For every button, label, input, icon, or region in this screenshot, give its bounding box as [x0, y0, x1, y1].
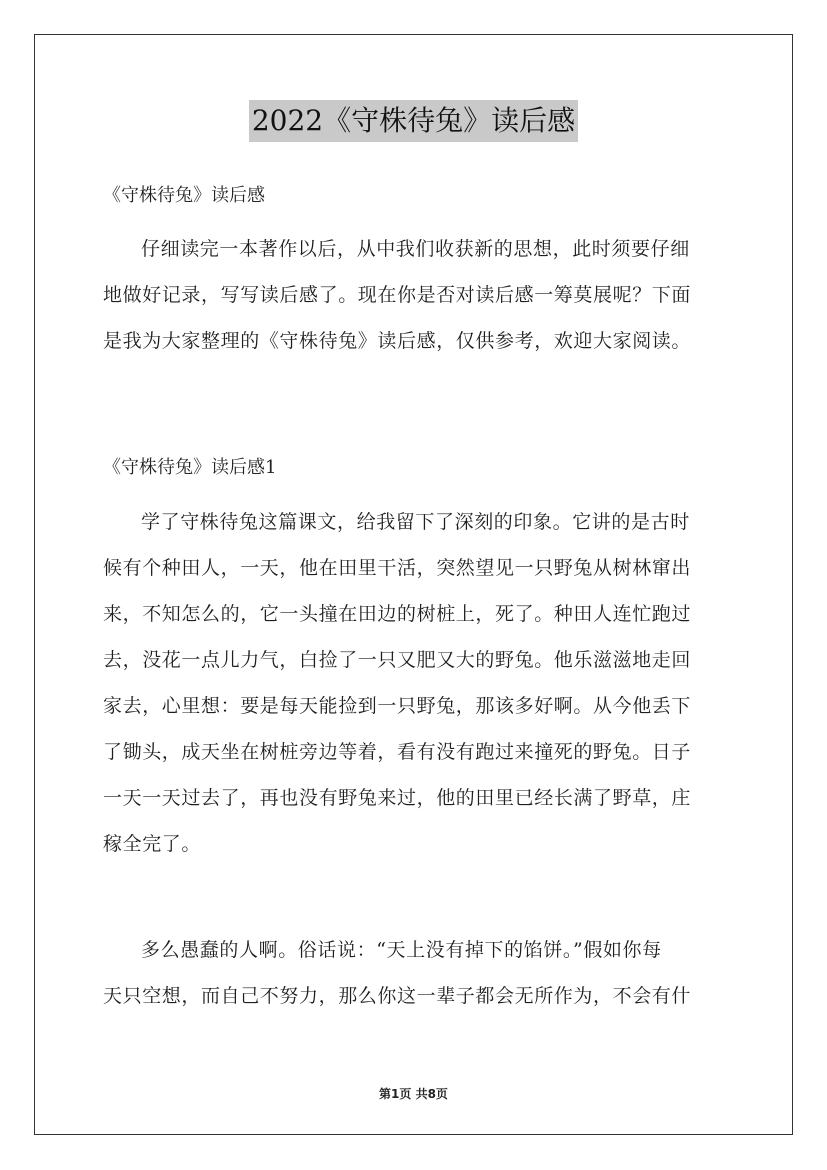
essay-line: 去，没花一点儿力气，白捡了一只又肥又大的野兔。他乐滋滋地走回	[103, 649, 692, 671]
essay-line: 稼全完了。	[103, 833, 202, 855]
intro-line: 地做好记录，写写读后感了。现在你是否对读后感一筹莫展呢？下面	[103, 284, 692, 306]
essay-line: 天只空想，而自己不努力，那么你这一辈子都会无所作为，不会有什	[103, 985, 692, 1007]
page-number-label: 第1页 共8页	[379, 1087, 448, 1101]
essay-line: 来，不知怎么的，它一头撞在田边的树桩上，死了。种田人连忙跑过	[103, 603, 692, 625]
section-heading-intro: 《守株待兔》读后感	[103, 185, 265, 206]
document-title-container	[0, 100, 827, 142]
intro-line: 是我为大家整理的《守株待兔》读后感，仅供参考，欢迎大家阅读。	[103, 330, 692, 352]
section-heading-essay-1: 《守株待兔》读后感1	[103, 457, 277, 478]
essay-line: 学了守株待兔这篇课文，给我留下了深刻的印象。它讲的是古时	[141, 511, 690, 533]
document-title: 2022《守株待兔》读后感	[249, 100, 578, 142]
essay-line: 家去，心里想：要是每天能捡到一只野兔，那该多好啊。从今他丢下	[103, 695, 692, 717]
intro-paragraph	[103, 226, 725, 364]
essay-paragraph-1	[103, 499, 725, 867]
essay-paragraph-2	[103, 927, 725, 1019]
essay-line: 多么愚蠢的人啊。俗话说：“天上没有掉下的馅饼。”假如你每	[141, 939, 662, 961]
intro-line: 仔细读完一本著作以后，从中我们收获新的思想，此时须要仔细	[141, 238, 690, 260]
essay-line: 一天一天过去了，再也没有野兔来过，他的田里已经长满了野草，庄	[103, 787, 692, 809]
page-footer	[0, 1085, 827, 1102]
essay-line: 了锄头，成天坐在树桩旁边等着，看有没有跑过来撞死的野兔。日子	[103, 741, 692, 763]
essay-line: 候有个种田人，一天，他在田里干活，突然望见一只野兔从树林窜出	[103, 557, 692, 579]
